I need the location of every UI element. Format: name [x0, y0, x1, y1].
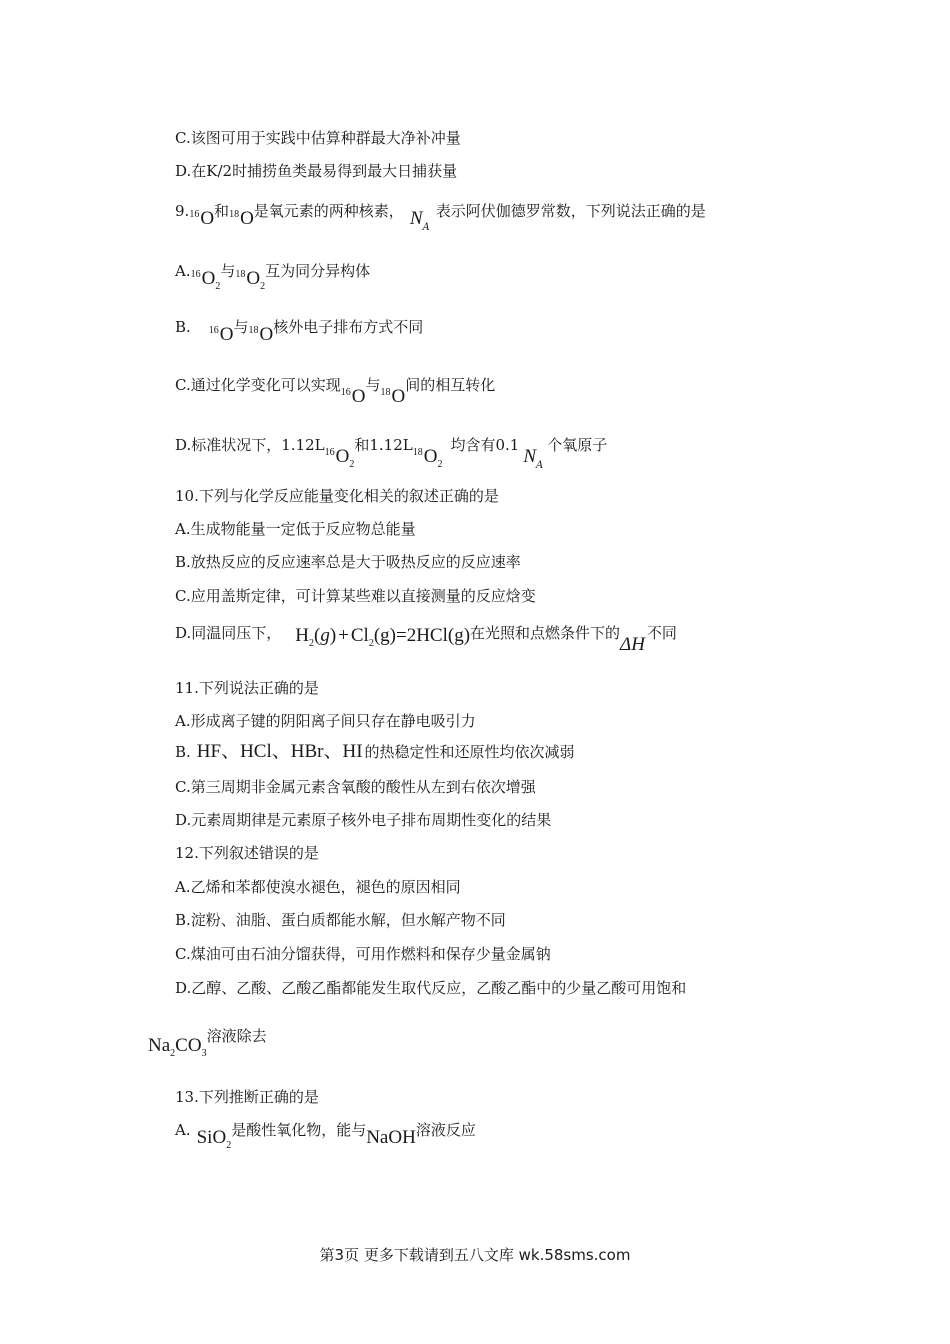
- avogadro-symbol: $N_A$: [409, 208, 430, 233]
- option-d-q10: D.同温同压下， $H_2(g) + Cl_2(g)=2HCl(g)$在光照和点燃条件下的ΔH不同: [175, 624, 677, 655]
- option-b-q11: B. HF、HCl、HBr、HI 的热稳定性和还原性均依次减弱: [175, 741, 575, 762]
- isotope-16o: $^{16}$O: [340, 386, 366, 407]
- option-b-q10: B.放热反应的反应速率总是大于吸热反应的反应速率: [175, 553, 521, 571]
- option-a-q9: $A.^{16}O_2$与$^{18}O_2$互为同分异构体: [175, 262, 371, 292]
- option-c-q10: C.应用盖斯定律，可计算某些难以直接测量的反应焓变: [175, 587, 536, 605]
- option-b-q12: B.淀粉、油脂、蛋白质都能水解，但水解产物不同: [175, 911, 506, 929]
- option-a-q12: A.乙烯和苯都使溴水褪色，褪色的原因相同: [175, 878, 461, 896]
- option-b-q9: B. $^{16}$O与$^{18}$O核外电子排布方式不同: [175, 318, 424, 345]
- question-9: 9.16O和$^{18}$O是氧元素的两种核素， $N_A$表示阿伏伽德罗常数，下列说法正确的是: [175, 202, 706, 233]
- question-9-number: 9.: [175, 202, 190, 220]
- isotope-18o: $^{18}$O: [248, 324, 274, 345]
- formula-sio2: SiO$_2$: [196, 1127, 232, 1151]
- page-footer: 第3页 更多下载请到五八文库 wk.58sms.com: [319, 1246, 631, 1264]
- question-13: 13.下列推断正确的是: [175, 1088, 319, 1106]
- question-12: 12.下列叙述错误的是: [175, 844, 319, 862]
- option-d-q8: D.在K/2时捕捞鱼类最易得到最大日捕获量: [175, 162, 458, 180]
- halide-formulas: HF、HCl、HBr、HI: [196, 741, 363, 762]
- formula-18o2: $^{18}O_2$: [412, 446, 443, 470]
- formula-na2co3: $Na_2CO_3$: [148, 1035, 207, 1059]
- option-a-q13: A. SiO$_2$是酸性氧化物，能与NaOH溶液反应: [175, 1121, 476, 1151]
- formula-naoh: NaOH: [366, 1127, 416, 1148]
- reaction-equation: $H_2(g) + Cl_2(g)=2HCl(g)$: [295, 625, 471, 649]
- option-c-q9: C.通过化学变化可以实现$^{16}$O与$^{18}$O间的相互转化: [175, 376, 496, 407]
- isotope-18o: $^{18}$O: [380, 386, 406, 407]
- option-c-q12: C.煤油可由石油分馏获得，可用作燃料和保存少量金属钠: [175, 945, 551, 963]
- option-c-q11: C.第三周期非金属元素含氧酸的酸性从左到右依次增强: [175, 778, 536, 796]
- option-d-q9: D.标准状况下，$1.12L^{16}O_2$和$1.12L^{18}O_2$均含有$0.1N_A$个氧原子: [175, 436, 608, 471]
- question-10: 10.下列与化学反应能量变化相关的叙述正确的是: [175, 487, 499, 505]
- option-a-q11: A.形成离子键的阴阳离子间只存在静电吸引力: [175, 712, 476, 730]
- option-c-q8: C.该图可用于实践中估算种群最大净补冲量: [175, 129, 461, 147]
- isotope-16o: $^{16}$O: [208, 324, 234, 345]
- formula-16o2: $^{16}O_2$: [324, 446, 355, 470]
- delta-h: ΔH: [620, 634, 645, 655]
- question-11: 11.下列说法正确的是: [175, 679, 319, 697]
- formula-18o2: $^{18}O_2$: [235, 268, 266, 292]
- formula-16o2: $^{16}O_2$: [190, 268, 221, 292]
- isotope-16o: $^{16}$O: [189, 208, 215, 229]
- option-d-q12: D.乙醇、乙酸、乙酸乙酯都能发生取代反应，乙酸乙酯中的少量乙酸可用饱和: [175, 979, 687, 997]
- option-d-q11: D.元素周期律是元素原子核外电子排布周期性变化的结果: [175, 811, 552, 829]
- isotope-18o: $^{18}$O: [229, 208, 254, 229]
- option-a-q10: A.生成物能量一定低于反应物总能量: [175, 520, 416, 538]
- avogadro-symbol: $N_A$: [523, 446, 544, 471]
- option-d-q12-continued: $Na_2CO_3$溶液除去: [148, 1027, 267, 1059]
